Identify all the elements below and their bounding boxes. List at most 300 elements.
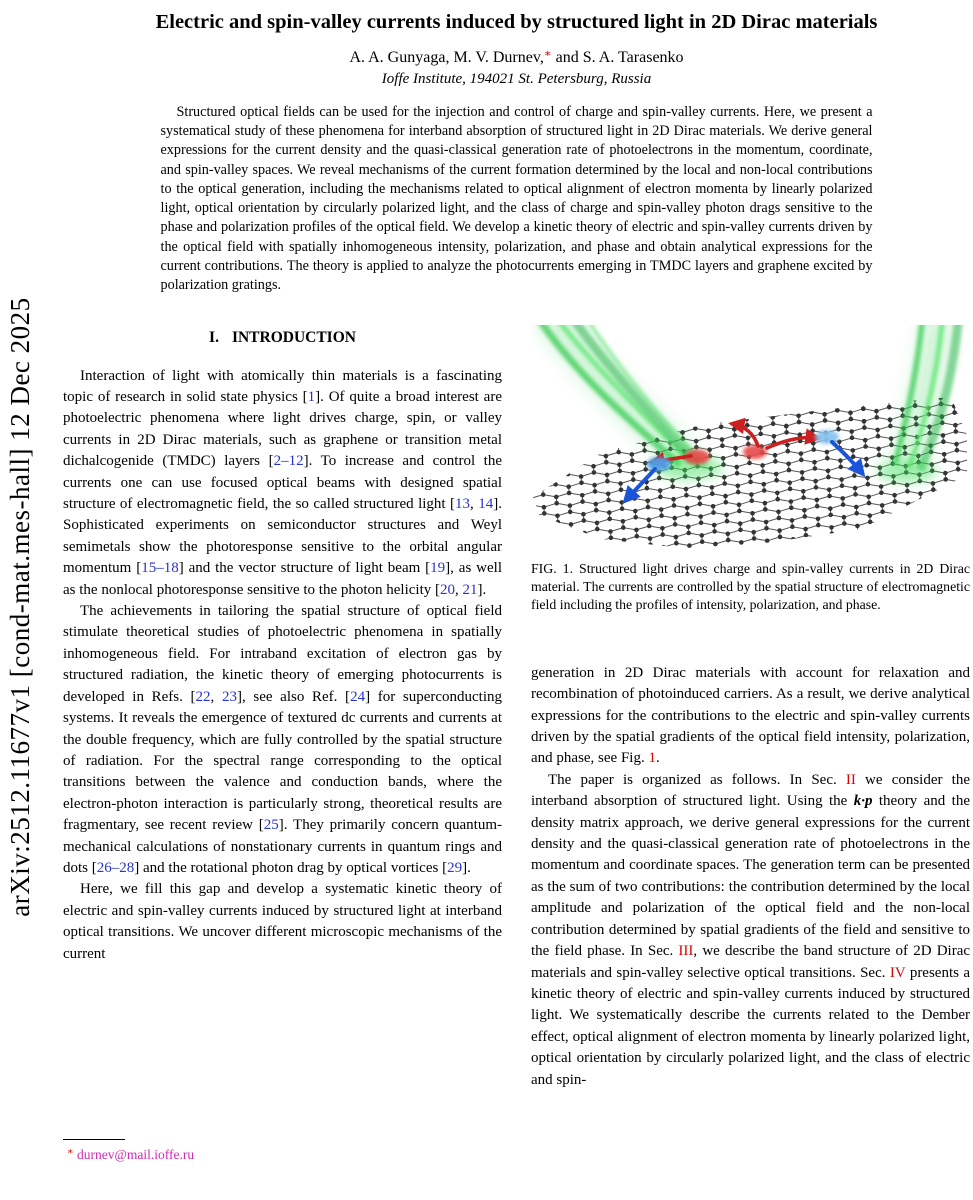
paragraph (63, 366, 502, 601)
carbon-atom (774, 478, 779, 483)
carbon-atom (661, 544, 666, 549)
carbon-atom (893, 511, 898, 516)
two-column-body (63, 325, 970, 1173)
carbon-atom (700, 533, 705, 538)
carbon-atom (634, 527, 639, 532)
section-heading-introduction (63, 329, 502, 347)
carbon-atom (671, 484, 676, 489)
carbon-atom (804, 533, 809, 538)
carbon-atom (563, 427, 568, 432)
carbon-atom (602, 434, 607, 439)
carbon-atom (783, 404, 788, 409)
figure-1 (531, 325, 970, 615)
carbon-atom (736, 483, 741, 488)
carbon-atom (907, 526, 912, 531)
carbon-atom (588, 413, 593, 418)
carbon-atom (621, 519, 626, 524)
carbon-atom (595, 526, 600, 531)
carbon-atom (887, 404, 892, 409)
carbon-atom (679, 411, 684, 416)
carbon-atom (557, 538, 562, 543)
carbon-atom (719, 418, 724, 423)
carbon-atom (803, 526, 808, 531)
carbon-atom (589, 432, 594, 437)
carbon-atom (783, 411, 788, 416)
carbon-atom (568, 503, 573, 508)
citation-link[interactable]: 2–12 (273, 453, 304, 470)
carbon-atom (616, 443, 621, 448)
text-segment: , (455, 581, 463, 598)
carbon-atom (881, 522, 886, 527)
carbon-atom (906, 501, 911, 506)
carbon-atom (575, 405, 580, 410)
carbon-atom (580, 499, 585, 504)
carbon-atom (589, 426, 594, 431)
carbon-atom (705, 415, 710, 420)
carbon-atom (556, 532, 561, 537)
carbon-atom (666, 402, 671, 407)
carbon-atom (827, 493, 832, 498)
carbon-atom (869, 532, 874, 537)
carbon-atom (646, 504, 651, 509)
carbon-atom (580, 493, 585, 498)
carbon-atom (952, 410, 957, 415)
carbon-atom (575, 417, 580, 422)
carbon-atom (944, 489, 949, 494)
carbon-atom (786, 461, 791, 466)
carbon-atom (856, 529, 861, 534)
carbon-atom (795, 394, 800, 399)
carbon-atom (554, 500, 559, 505)
carbon-atom (581, 511, 586, 516)
citation-link[interactable]: 15–18 (141, 560, 179, 577)
citation-link[interactable]: 26–28 (96, 859, 135, 876)
carbon-atom (772, 434, 777, 439)
carbon-atom (543, 523, 548, 528)
carbon-atom (659, 507, 664, 512)
carbon-atom (941, 433, 946, 438)
footnote-rule (63, 1139, 125, 1140)
carbon-atom (582, 530, 587, 535)
carbon-atom (839, 477, 844, 482)
carbon-atom (550, 425, 555, 430)
carbon-atom (774, 471, 779, 476)
carbon-atom (578, 455, 583, 460)
carbon-atom (835, 401, 840, 406)
text-segment: , (470, 496, 479, 513)
carbon-atom (955, 460, 960, 465)
text-segment: A. A. Gunyaga, M. V. Durnev, (349, 48, 544, 66)
figure-1-image (531, 325, 968, 553)
carbon-atom (782, 392, 787, 397)
carbon-atom (544, 542, 549, 547)
carbon-atom (577, 442, 582, 447)
citation-link[interactable]: 1 (307, 389, 316, 405)
carbon-atom (620, 506, 625, 511)
carbon-atom (719, 424, 724, 429)
carbon-atom (578, 461, 583, 466)
carbon-atom (723, 493, 728, 498)
carbon-atom (839, 464, 844, 469)
carbon-atom (788, 486, 793, 491)
carbon-atom (853, 492, 858, 497)
carbon-atom (749, 492, 754, 497)
carbon-atom (920, 516, 925, 521)
carbon-atom (550, 425, 555, 430)
carbon-atom (711, 504, 716, 509)
carbon-atom (787, 467, 792, 472)
carbon-atom (570, 547, 575, 552)
carbon-atom (569, 522, 574, 527)
carbon-atom (658, 494, 663, 499)
carbon-atom (700, 539, 705, 544)
carbon-atom (549, 419, 554, 424)
text-segment: ]. They primarily concern quantum-mechanical calculations of nonstationary currents in quantum rings and dots [ (63, 817, 502, 876)
carbon-atom (553, 475, 558, 480)
carbon-atom (679, 411, 684, 416)
carbon-atom (671, 496, 676, 501)
carbon-atom (786, 448, 791, 453)
carbon-atom (773, 459, 778, 464)
carbon-atom (731, 414, 736, 419)
carbon-atom (720, 437, 725, 442)
carbon-atom (921, 529, 926, 534)
carbon-atom (540, 473, 545, 478)
text-segment: theory and the density matrix approach, we derive general expressions for the current density and the quasi-classical generation rate of photoelectrons in the momentum and coordinate spaces. The generation term can be presented as the sum of two contributions: the contribution determined by the local amplitude and polarization of the optical field and the non-local contribution determined by spatial gradients of the field and sensitive to the field phase. In Sec. (531, 793, 970, 960)
carbon-atom (601, 416, 606, 421)
carbon-atom (860, 387, 865, 392)
carbon-atom (694, 438, 699, 443)
carbon-atom (951, 391, 956, 396)
carbon-atom (771, 421, 776, 426)
carbon-atom (756, 393, 761, 398)
carbon-atom (918, 491, 923, 496)
citation-link[interactable]: 20 (440, 581, 456, 598)
carbon-atom (879, 490, 884, 495)
carbon-atom (635, 546, 640, 551)
carbon-atom (943, 477, 948, 482)
carbon-atom (707, 447, 712, 452)
carbon-atom (764, 526, 769, 531)
carbon-atom (956, 466, 961, 471)
carbon-atom (959, 517, 964, 522)
carbon-atom (622, 544, 627, 549)
carbon-atom (704, 397, 709, 402)
text-segment: ] and the rotational photon drag by optical vortices [ (134, 859, 448, 876)
carbon-atom (866, 494, 871, 499)
carbon-atom (648, 536, 653, 541)
carbon-atom (569, 528, 574, 533)
carbon-atom (686, 524, 691, 529)
carbon-atom (785, 442, 790, 447)
carbon-atom (630, 452, 635, 457)
carbon-atom (615, 430, 620, 435)
carbon-atom (967, 437, 968, 442)
carbon-atom (543, 530, 548, 535)
carbon-atom (790, 518, 795, 523)
citation-link[interactable]: 22 (195, 688, 211, 705)
text-segment: presents a kinetic theory of electric and spin-valley currents induced by structured light. We systematically describe the currents related to the Dember effect, optical alignment of electron momenta by linearly polarized light, optical orientation by circularly polarized light, and the class of electric and spin- (531, 964, 970, 1088)
carbon-atom (738, 527, 743, 532)
carbon-atom (726, 531, 731, 536)
right-column (531, 325, 970, 1173)
carbon-atom (609, 548, 614, 553)
carbon-atom (602, 434, 607, 439)
carbon-atom (531, 515, 534, 520)
carbon-atom (757, 406, 762, 411)
carbon-atom (811, 441, 816, 446)
carbon-atom (606, 491, 611, 496)
text-segment: ] for superconducting systems. It reveals the emergence of textured dc currents and currents at the double frequency, which are fully controlled by the spatial structure of radiation. For the spectral range corresponding to the optical transitions between the valence and conduction bands, where the electron-photon interaction is particularly strong, theoretical results are fragmentary, see recent review [ (63, 688, 503, 834)
carbon-atom (594, 508, 599, 513)
carbon-atom (810, 422, 815, 427)
carbon-atom (592, 470, 597, 475)
carbon-atom (966, 419, 968, 424)
carbon-atom (556, 519, 561, 524)
carbon-atom (621, 525, 626, 530)
carbon-atom (698, 501, 703, 506)
citation-link[interactable]: 29 (447, 859, 463, 876)
carbon-atom (724, 500, 729, 505)
internal-ref-link[interactable]: IV (889, 964, 906, 981)
carbon-atom (531, 521, 534, 526)
citation-link[interactable]: 14 (478, 496, 494, 513)
internal-ref-link[interactable]: 1 (648, 750, 656, 767)
carbon-atom (836, 420, 841, 425)
carbon-atom (632, 496, 637, 501)
carbon-atom (698, 514, 703, 519)
carbon-atom (822, 399, 827, 404)
author-line (63, 49, 970, 67)
carbon-atom (577, 436, 582, 441)
carbon-atom (732, 426, 737, 431)
carbon-atom (863, 444, 868, 449)
carbon-atom (931, 481, 936, 486)
carbon-atom (889, 436, 894, 441)
carbon-atom (784, 423, 789, 428)
carbon-atom (784, 430, 789, 435)
carbon-atom (609, 535, 614, 540)
carbon-atom (563, 434, 568, 439)
carbon-atom (618, 481, 623, 486)
carbon-atom (579, 474, 584, 479)
carbon-atom (958, 504, 963, 509)
carbon-atom (838, 458, 843, 463)
carbon-atom (566, 471, 571, 476)
section-number: I. (209, 328, 219, 346)
carbon-atom (941, 439, 946, 444)
blue-arrow-down-left (626, 469, 655, 500)
carbon-atom (750, 498, 755, 503)
carbon-atom (802, 507, 807, 512)
carbon-atom (816, 516, 821, 521)
carbon-atom (777, 515, 782, 520)
carbon-atom (947, 527, 952, 532)
carbon-atom (889, 442, 894, 447)
carbon-atom (758, 425, 763, 430)
footnote-marker-link[interactable]: ∗ (67, 1146, 74, 1158)
carbon-atom (799, 451, 804, 456)
carbon-atom (673, 522, 678, 527)
carbon-atom (751, 517, 756, 522)
citation-link[interactable]: 19 (430, 560, 446, 577)
carbon-atom (594, 501, 599, 506)
carbon-atom (531, 483, 532, 488)
carbon-atom (880, 509, 885, 514)
citation-link[interactable]: 21 (462, 581, 478, 598)
carbon-atom (607, 510, 612, 515)
carbon-atom (887, 398, 892, 403)
carbon-atom (842, 514, 847, 519)
carbon-atom (828, 512, 833, 517)
carbon-atom (596, 539, 601, 544)
paper-content (63, 0, 970, 1173)
carbon-atom (616, 449, 621, 454)
carbon-atom (592, 482, 597, 487)
carbon-atom (931, 487, 936, 492)
carbon-atom (955, 448, 960, 453)
carbon-atom (789, 499, 794, 504)
arxiv-watermark: arXiv:2512.11677v1 [cond-mat.mes-hall] 12 Dec 2025 (5, 297, 35, 917)
carbon-atom (718, 405, 723, 410)
carbon-atom (750, 511, 755, 516)
internal-ref-link[interactable]: II (845, 771, 856, 788)
carbon-atom (743, 397, 748, 402)
carbon-atom (811, 447, 816, 452)
carbon-atom (537, 429, 542, 434)
carbon-atom (848, 410, 853, 415)
carbon-atom (734, 464, 739, 469)
carbon-atom (710, 485, 715, 490)
electron-blob-blue-right (815, 430, 839, 444)
carbon-atom (567, 490, 572, 495)
carbon-atom (760, 463, 765, 468)
carbon-atom (745, 416, 750, 421)
carbon-atom (875, 427, 880, 432)
carbon-atom (565, 465, 570, 470)
carbon-atom (752, 536, 757, 541)
internal-ref-link[interactable]: III (678, 943, 694, 960)
carbon-atom (893, 499, 898, 504)
carbon-atom (680, 417, 685, 422)
carbon-atom (633, 508, 638, 513)
carbon-atom (693, 419, 698, 424)
carbon-atom (602, 422, 607, 427)
carbon-atom (707, 434, 712, 439)
text-segment: ]. (462, 859, 471, 876)
carbon-atom (863, 437, 868, 442)
carbon-atom (722, 481, 727, 486)
carbon-atom (943, 470, 948, 475)
carbon-atom (731, 408, 736, 413)
carbon-atom (888, 423, 893, 428)
carbon-atom (769, 396, 774, 401)
carbon-atom (595, 520, 600, 525)
carbon-atom (685, 511, 690, 516)
carbon-atom (842, 521, 847, 526)
carbon-atom (582, 518, 587, 523)
citation-link[interactable]: 13 (455, 496, 471, 513)
carbon-atom (894, 518, 899, 523)
carbon-atom (864, 463, 869, 468)
carbon-atom (699, 520, 704, 525)
carbon-atom (712, 522, 717, 527)
carbon-atom (551, 438, 556, 443)
carbon-atom (841, 502, 846, 507)
carbon-atom (737, 502, 742, 507)
carbon-atom (854, 511, 859, 516)
carbon-atom (887, 398, 892, 403)
carbon-atom (958, 498, 963, 503)
carbon-atom (830, 531, 835, 536)
carbon-atom (868, 513, 873, 518)
text-segment: ]. Sophisticated experiments on semiconductor structures and Weyl semimetals show the photoresponse sensitive to the orbital angular momentum [ (63, 496, 503, 577)
carbon-atom (738, 521, 743, 526)
carbon-atom (579, 480, 584, 485)
carbon-atom (628, 433, 633, 438)
carbon-atom (605, 472, 610, 477)
carbon-atom (733, 433, 738, 438)
carbon-atom (562, 409, 567, 414)
carbon-atom (815, 497, 820, 502)
carbon-atom (899, 388, 904, 393)
carbon-atom (879, 484, 884, 489)
carbon-atom (713, 541, 718, 546)
text-segment: , we describe the band structure of 2D Dirac materials and spin-valley selective optical transitions. Sec. (531, 943, 970, 981)
carbon-atom (549, 419, 554, 424)
carbon-atom (684, 486, 689, 491)
text-segment: , (210, 688, 222, 705)
abstract: Structured optical fields can be used for the injection and control of charge and spin-valley currents. Here, we present a systematical study of these phenomena for interband absorption of structured light in 2D Dirac materials. We derive general expressions for the current density and the quasi-classical generation rate of photoelectrons in the momentum, coordinate, and spin-valley spaces. We reveal mechanisms of the current formation determined by the local and non-local contributions to the optical generation, including the mechanisms related to optical alignment of electron momenta by linearly polarized light, optical orientation by circularly polarized light, and the class of charge and spin-valley photon drags sensitive to the phase and polarization profiles of the optical field. We develop a kinetic theory of electric and spin-valley currents driven by the optical field with spatially inhomogeneous intensity, polarization, and phase and obtain analytical expressions for the current contributions. The theory is applied to analyze the photocurrents emerging in TMDC layers and graphene excited by polarization gratings. (160, 103, 873, 294)
carbon-atom (787, 480, 792, 485)
carbon-atom (724, 512, 729, 517)
carbon-atom (687, 543, 692, 548)
carbon-atom (606, 497, 611, 502)
carbon-atom (826, 468, 831, 473)
math-bold-italic: k·p (853, 793, 873, 810)
carbon-atom (758, 431, 763, 436)
carbon-atom (823, 418, 828, 423)
carbon-atom (900, 407, 905, 412)
carbon-atom (827, 487, 832, 492)
footnote-marker-link[interactable]: ∗ (543, 47, 552, 60)
carbon-atom (945, 496, 950, 501)
carbon-atom (919, 510, 924, 515)
citation-link[interactable]: 23 (221, 688, 237, 705)
carbon-atom (552, 463, 557, 468)
carbon-atom (645, 485, 650, 490)
citation-link[interactable]: 24 (350, 688, 366, 705)
carbon-atom (711, 510, 716, 515)
carbon-atom (590, 445, 595, 450)
carbon-atom (946, 514, 951, 519)
carbon-atom (813, 478, 818, 483)
carbon-atom (536, 410, 541, 415)
carbon-atom (674, 540, 679, 545)
carbon-atom (761, 469, 766, 474)
carbon-atom (747, 460, 752, 465)
carbon-atom (531, 496, 533, 501)
email-link[interactable]: durnev@mail.ioffe.ru (76, 1146, 195, 1162)
carbon-atom (954, 441, 959, 446)
carbon-atom (778, 534, 783, 539)
carbon-atom (706, 428, 711, 433)
carbon-atom (905, 488, 910, 493)
citation-link[interactable]: 25 (263, 817, 279, 834)
carbon-atom (631, 471, 636, 476)
carbon-atom (801, 489, 806, 494)
carbon-atom (821, 393, 826, 398)
